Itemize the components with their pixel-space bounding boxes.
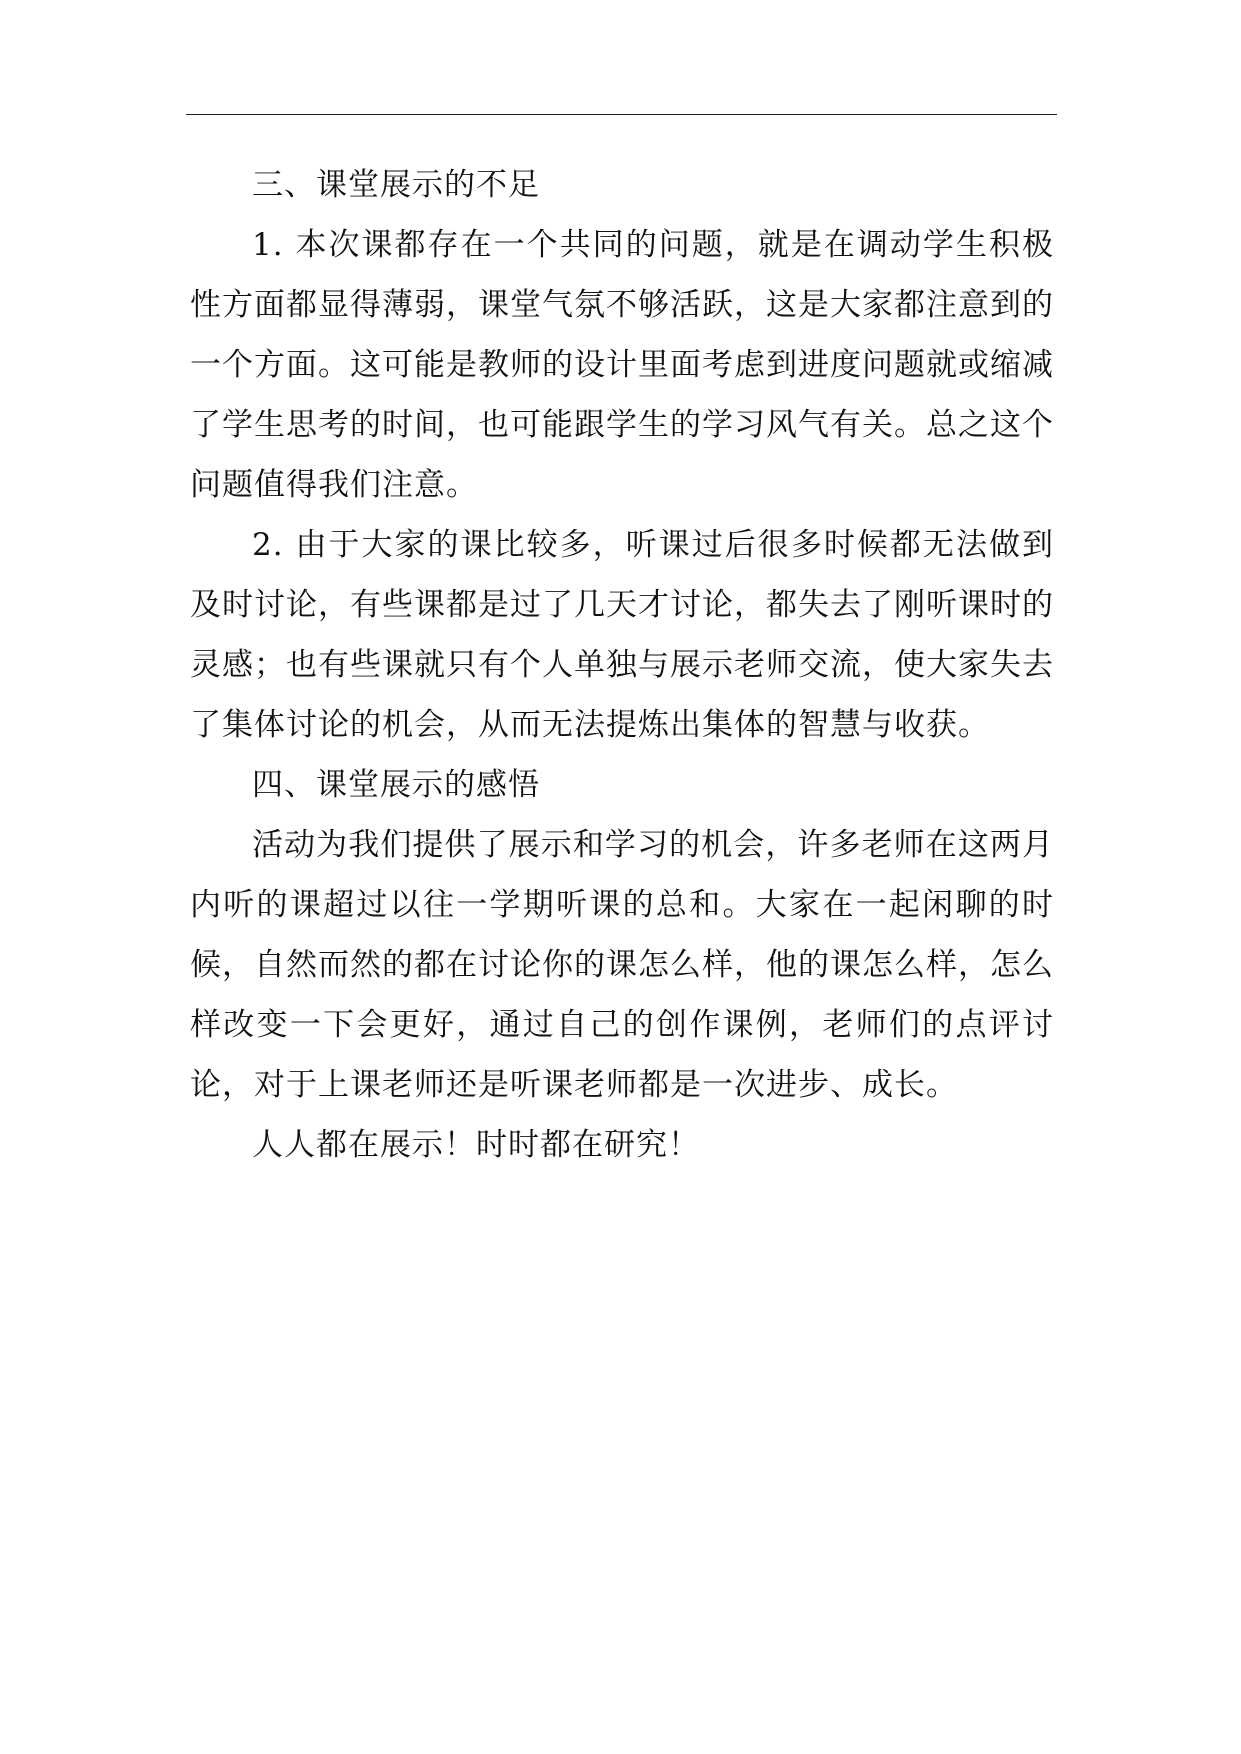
- paragraph-reflection: 活动为我们提供了展示和学习的机会，许多老师在这两月内听的课超过以往一学期听课的总和。大家在一起闲聊的时候，自然而然的都在讨论你的课怎么样，他的课怎么样，怎么样改变一下会更好，通过自己的创作课例，老师们的点评讨论，对于上课老师还是听课老师都是一次进步、成长。: [190, 827, 1054, 1103]
- section-heading-shortcomings: 三、课堂展示的不足: [252, 167, 540, 203]
- paragraph-point-1: 1. 本次课都存在一个共同的问题，就是在调动学生积极性方面都显得薄弱，课堂气氛不够活跃，这是大家都注意到的一个方面。这可能是教师的设计里面考虑到进度问题就或缩减了学生思考的时间，也可能跟学生的学习风气有关。总之这个问题值得我们注意。: [190, 227, 1054, 503]
- document-body: [190, 155, 1054, 1175]
- paragraph-closing: 人人都在展示！时时都在研究！: [252, 1127, 700, 1163]
- header-rule: [186, 114, 1057, 115]
- paragraph-point-2: 2. 由于大家的课比较多，听课过后很多时候都无法做到及时讨论，有些课都是过了几天才讨论，都失去了刚听课时的灵感；也有些课就只有个人单独与展示老师交流，使大家失去了集体讨论的机会，从而无法提炼出集体的智慧与收获。: [190, 527, 1054, 743]
- section-heading-reflections: 四、课堂展示的感悟: [252, 767, 540, 803]
